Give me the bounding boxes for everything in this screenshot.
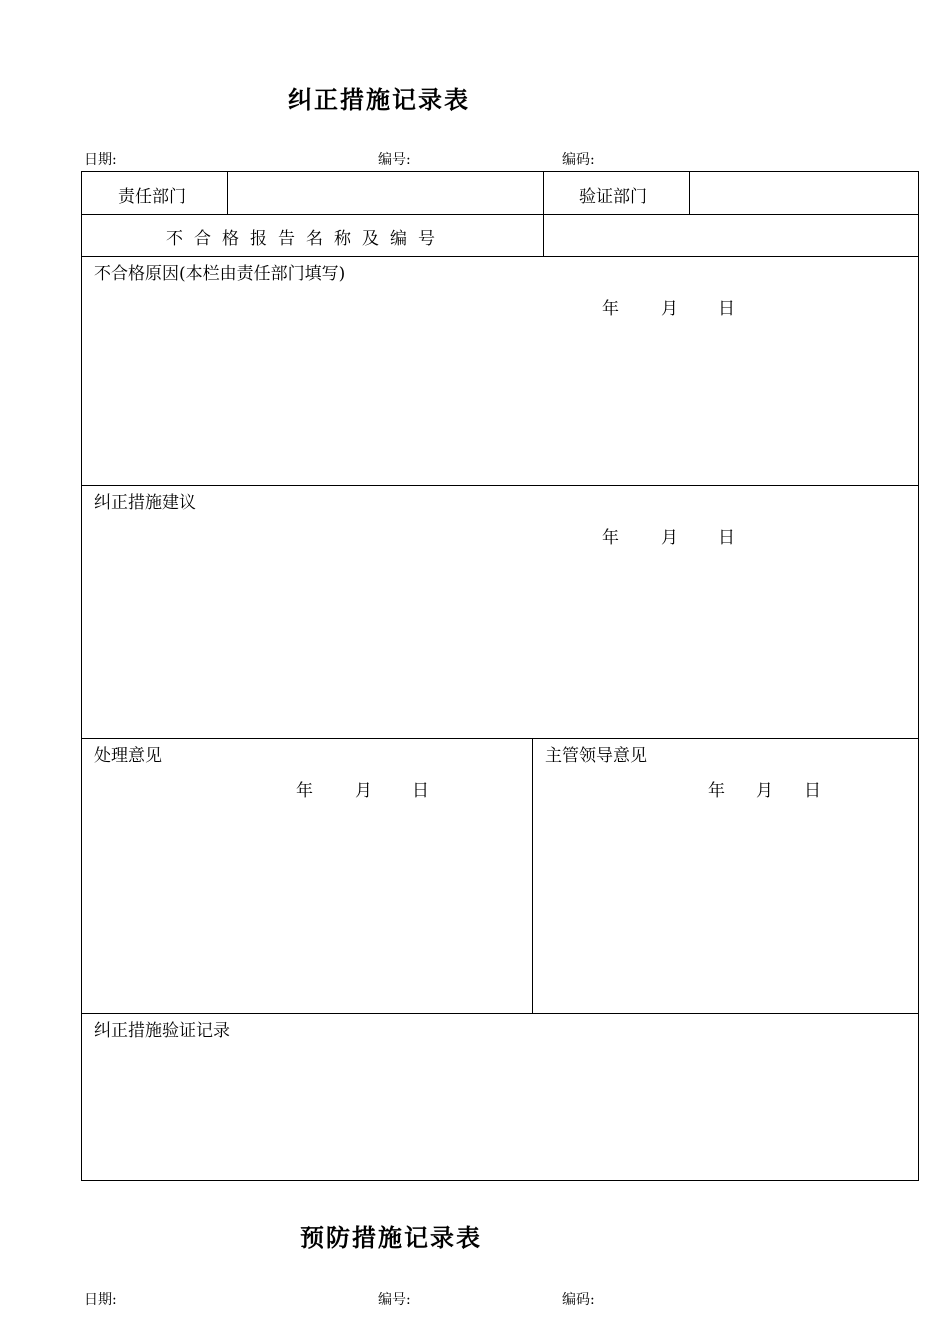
code-label: 编码: [562,152,595,168]
page-title-preventive: 预防措施记录表 [300,1224,482,1252]
date-year: 年 [296,781,313,801]
date-year: 年 [708,781,725,801]
col-divider [532,738,533,1013]
number-label: 编号: [378,152,411,168]
row-divider [82,214,918,215]
date-day: 日 [718,528,735,548]
verification-label: 纠正措施验证记录 [94,1021,230,1041]
date-month: 月 [661,299,678,319]
verify-dept-label: 验证部门 [579,187,647,207]
date-month: 月 [661,528,678,548]
responsible-dept-label: 责任部门 [118,187,186,207]
corrective-action-form [81,171,919,1181]
col-divider [689,172,690,214]
cause-label: 不合格原因(本栏由责任部门填写) [94,264,346,284]
row-divider [82,485,918,486]
row-divider [82,1013,918,1014]
date-day: 日 [412,781,429,801]
date-label: 日期: [84,152,117,168]
number-label: 编号: [378,1292,411,1308]
code-label: 编码: [562,1292,595,1308]
handling-label: 处理意见 [94,746,162,766]
report-name-field[interactable] [550,224,910,248]
date-day: 日 [804,781,821,801]
page-title-corrective: 纠正措施记录表 [288,86,470,114]
date-month: 月 [756,781,773,801]
date-year: 年 [602,528,619,548]
date-day: 日 [718,299,735,319]
date-label: 日期: [84,1292,117,1308]
verify-dept-field[interactable] [696,182,911,206]
date-month: 月 [355,781,372,801]
col-divider [543,172,544,256]
row-divider [82,738,918,739]
date-year: 年 [602,299,619,319]
col-divider [227,172,228,214]
report-name-label: 不合格报告名称及编号 [166,229,446,249]
responsible-dept-field[interactable] [234,182,534,206]
suggestion-label: 纠正措施建议 [94,493,196,513]
supervisor-label: 主管领导意见 [545,746,647,766]
row-divider [82,256,918,257]
